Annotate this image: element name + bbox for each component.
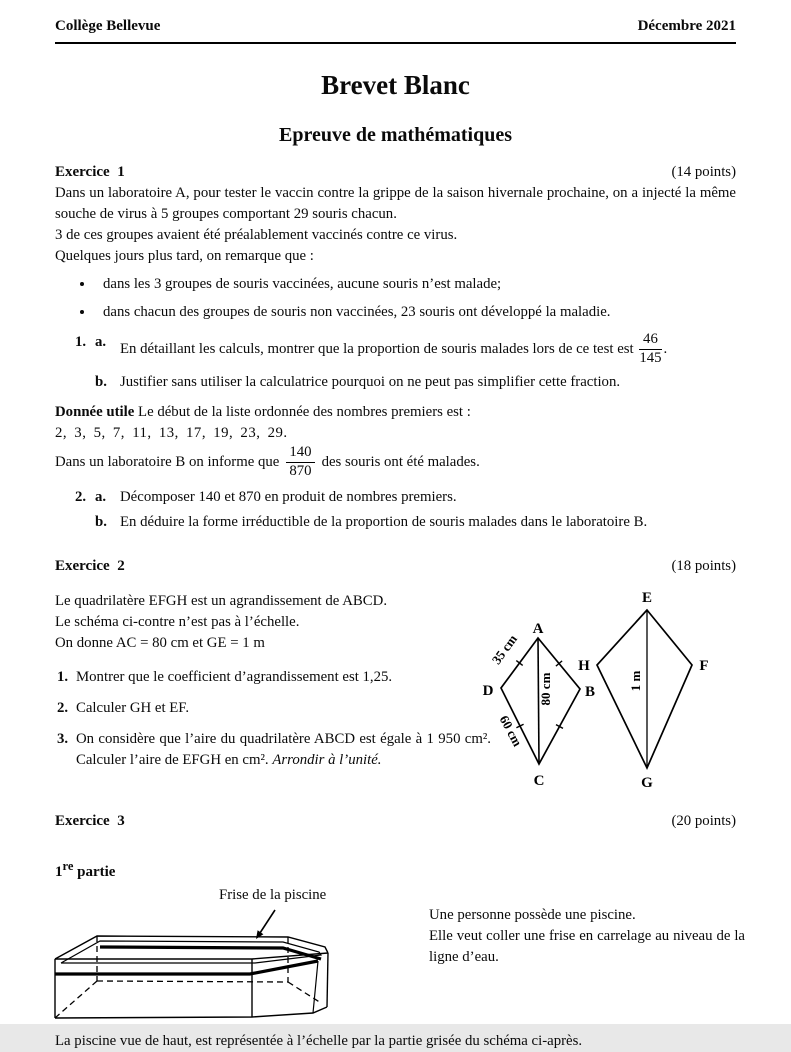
- ex1-bullet-2: • dans chacun des groupes de souris non vaccinées, 23 souris ont développé la maladie.: [95, 302, 736, 323]
- question-number: 2.: [75, 488, 87, 505]
- question-text: En déduire la forme irréductible de la proportion de souris malades dans le laboratoire B.: [120, 513, 648, 530]
- ex2-intro-2: Le schéma ci-contre n’est pas à l’échelle.: [55, 613, 300, 630]
- question-letter: b.: [95, 373, 107, 390]
- vertex-label-F: F: [699, 657, 709, 674]
- ex1-question-1b: [55, 372, 736, 393]
- q1a-text: En détaillant les calculs, montrer que la proportion de souris malades lors de ce test est: [120, 340, 634, 357]
- pool-description: [429, 905, 745, 968]
- fraction-denominator: 870: [289, 462, 312, 479]
- exercise-1: [55, 162, 736, 533]
- vertex-label-A: A: [532, 620, 544, 637]
- question-text: Calculer GH et EF.: [76, 699, 190, 716]
- ex1-bullet-list: [95, 274, 736, 323]
- school-name: Collège Bellevue: [55, 18, 161, 34]
- ex1-paragraph-2: 3 de ces groupes avaient été préalablement vaccinés contre ce virus.: [55, 227, 458, 243]
- fraction-numerator: 140: [286, 445, 314, 463]
- ex2-intro-3: On donne AC = 80 cm et GE = 1 m: [55, 634, 265, 651]
- ex1-question-1a: [55, 332, 736, 367]
- exercise-2: [55, 556, 736, 803]
- question-number: 2.: [57, 699, 69, 716]
- ex1-primes-list: 2, 3, 5, 7, 11, 13, 17, 19, 23, 29.: [55, 424, 288, 441]
- question-text: Justifier sans utiliser la calculatrice pourquoi on ne peut pas simplifier cette fraction.: [120, 373, 621, 390]
- exercise-3-heading: [55, 811, 736, 832]
- fraction-140-870: [286, 445, 314, 480]
- measure-dc: 60 cm: [496, 712, 526, 749]
- question-text: Décomposer 140 et 870 en produit de nombres premiers.: [120, 488, 457, 505]
- vertex-label-B: B: [584, 683, 596, 700]
- pool-description-line-1: Une personne possède une piscine.: [429, 906, 636, 923]
- ex1-paragraph-1: Dans un laboratoire A, pour tester le vaccin contre la grippe de la saison hivernale prochaine, on a injecté la même souche de virus à 5 groupes comportant 29 souris chacun.: [55, 185, 736, 222]
- exercise-1-heading: [55, 162, 736, 183]
- exercise-2-text-column: [55, 591, 491, 771]
- vertex-label-H: H: [578, 657, 590, 674]
- exercise-3-title: Exercice 3: [55, 812, 125, 829]
- kite-diagram: [478, 589, 740, 801]
- donnee-label: Donnée utile: [55, 403, 135, 420]
- exercise-2-points: (18 points): [671, 557, 736, 574]
- ex2-intro-1: Le quadrilatère EFGH est un agrandissement de ABCD.: [55, 592, 388, 609]
- q3-normal-text: On considère que l’aire du quadrilatère ABCD est égale à 1 950 cm². Calculer l’aire de EFGH en cm².: [76, 730, 491, 768]
- ex2-question-3: [55, 729, 491, 771]
- exercise-2-title: Exercice 2: [55, 557, 125, 574]
- q3-italic-text: Arrondir à l’unité.: [272, 751, 382, 768]
- question-text: [120, 332, 736, 367]
- exam-subtitle: Epreuve de mathématiques: [279, 124, 512, 146]
- frise-label: Frise de la piscine: [219, 886, 327, 903]
- pool-3d-drawing: [45, 905, 367, 1031]
- pool-figure: [55, 883, 745, 1029]
- page-header: [55, 16, 736, 44]
- ex1-bullet-1: • dans les 3 groupes de souris vaccinées, aucune souris n’est malade;: [95, 274, 736, 295]
- question-letter: b.: [95, 513, 107, 530]
- exam-date: Décembre 2021: [637, 18, 736, 34]
- vertex-label-E: E: [641, 589, 653, 606]
- ex1-donnee-utile: [55, 402, 736, 423]
- part-superscript: re: [62, 858, 74, 873]
- question-number: 3.: [57, 730, 69, 747]
- exercise-1-points: (14 points): [671, 164, 736, 180]
- ex1-question-2b: [55, 512, 736, 533]
- question-number: 1.: [75, 334, 87, 350]
- fraction-numerator: 46: [639, 332, 661, 350]
- vertex-label-G: G: [641, 774, 653, 791]
- ex1-labB-sentence: [55, 445, 736, 480]
- measure-ac: 80 cm: [538, 672, 553, 706]
- measure-ad: 35 cm: [488, 631, 521, 667]
- pool-description-line-2: Elle veut coller une frise en carrelage au niveau de la ligne d’eau.: [429, 927, 745, 965]
- ex2-question-1: [55, 667, 491, 688]
- question-text: Montrer que le coefficient d’agrandissement est 1,25.: [76, 668, 393, 685]
- vertex-label-D: D: [482, 682, 494, 699]
- frise-arrow: [256, 910, 275, 939]
- part-number: 1: [55, 863, 63, 880]
- exercise-3: [55, 811, 745, 1052]
- question-letter: a.: [95, 488, 107, 505]
- fraction-46-145: [639, 332, 661, 367]
- labB-suffix: des souris ont été malades.: [321, 453, 480, 470]
- ex3-bottom-text: La piscine vue de haut, est représentée à l’échelle par la partie grisée du schéma ci-après.: [55, 1032, 583, 1049]
- labB-prefix: Dans un laboratoire B on informe que: [55, 453, 280, 470]
- kite-efgh-outline: [597, 610, 692, 768]
- ex1-paragraph-3: Quelques jours plus tard, on remarque que :: [55, 248, 314, 264]
- sentence-period: .: [663, 340, 668, 357]
- vertex-label-C: C: [533, 772, 545, 789]
- ex2-question-list: [55, 667, 491, 771]
- question-number: 1.: [57, 668, 69, 685]
- ex1-question-2a: [55, 487, 736, 508]
- question-text: [76, 729, 491, 771]
- donnee-text: Le début de la liste ordonnée des nombres premiers est :: [134, 403, 471, 420]
- fraction-denominator: 145: [639, 349, 662, 366]
- ex2-question-2: [55, 698, 491, 719]
- part-word: partie: [73, 863, 116, 880]
- measure-eg: 1 m: [628, 670, 643, 692]
- exercise-3-points: (20 points): [671, 812, 736, 829]
- pool-edges: [55, 936, 328, 1018]
- exercise-1-title: Exercice 1: [55, 164, 125, 180]
- exercise-2-heading: [55, 556, 736, 577]
- question-letter: a.: [95, 334, 107, 350]
- part-1-label: [55, 856, 736, 883]
- exam-title: Brevet Blanc: [321, 70, 470, 100]
- exercise-2-body: [55, 591, 736, 803]
